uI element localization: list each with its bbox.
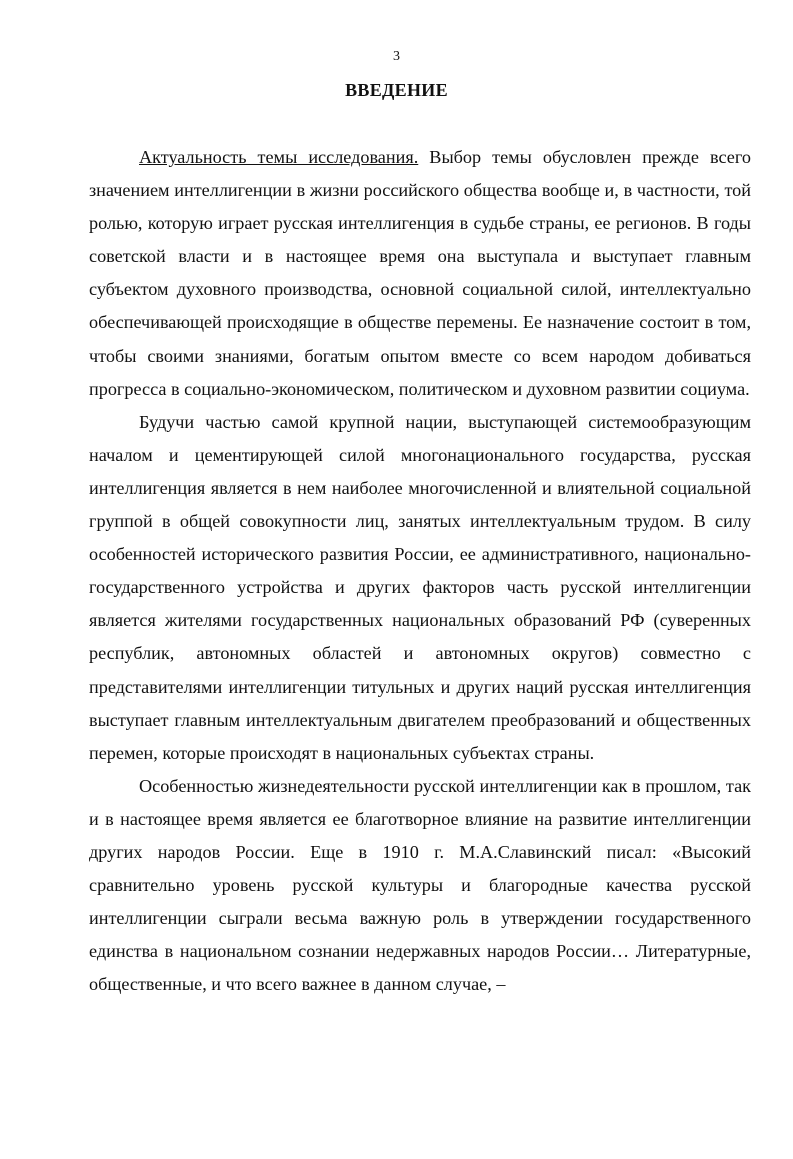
paragraph-text: Выбор темы обусловлен прежде всего значением интеллигенции в жизни российского общества вообще и, в частности, той ролью, которую играет русская интеллигенция в судьбе страны, ее регионов. В годы советской власти и в настоящее время она выступала и выступает главным субъектом духовного производства, основной социальной силой, интеллектуально обеспечивающей происходящие в обществе перемены. Ее назначение состоит в том, чтобы своими знаниями, богатым опытом вместе со всем народом добиваться прогресса в социально-экономическом, политическом и духовном развитии социума. — [89, 147, 751, 399]
paragraph-russian-nation: Будучи частью самой крупной нации, выступающей системообразующим началом и цементирующей силой многонационального государства, русская интеллигенция является в нем наиболее многочисленной и влиятельной социальной группой в общей совокупности лиц, занятых интеллектуальным трудом. В силу особенностей исторического развития России, ее административного, национально-государственного устройства и других факторов часть русской интеллигенции является жителями государственных национальных образований РФ (суверенных республик, автономных областей и автономных округов) совместно с представителями интеллигенции титульных и других наций русская интеллигенция выступает главным интеллектуальным двигателем преобразований и общественных перемен, которые происходят в национальных субъектах страны. — [89, 411, 751, 763]
page-number: 3 — [393, 49, 400, 64]
paragraph-influence: Особенностью жизнедеятельности русской интеллигенции как в прошлом, так и в настоящее время является ее благотворное влияние на развитие интеллигенции других народов России. Еще в 1910 г. М.А.Славинский писал: «Высокий сравнительно уровень русской культуры и благородные качества русской интеллигенции сыграли весьма важную роль в утверждении государственного единства в национальном сознании недержавных народов России… Литературные, общественные, и что всего важнее в данном случае, – — [89, 775, 751, 995]
section-heading-relevance: Актуальность темы исследования. — [139, 147, 419, 167]
page-title: ВВЕДЕНИЕ — [345, 80, 448, 100]
body-text — [89, 141, 751, 1001]
paragraph-relevance — [89, 141, 751, 406]
